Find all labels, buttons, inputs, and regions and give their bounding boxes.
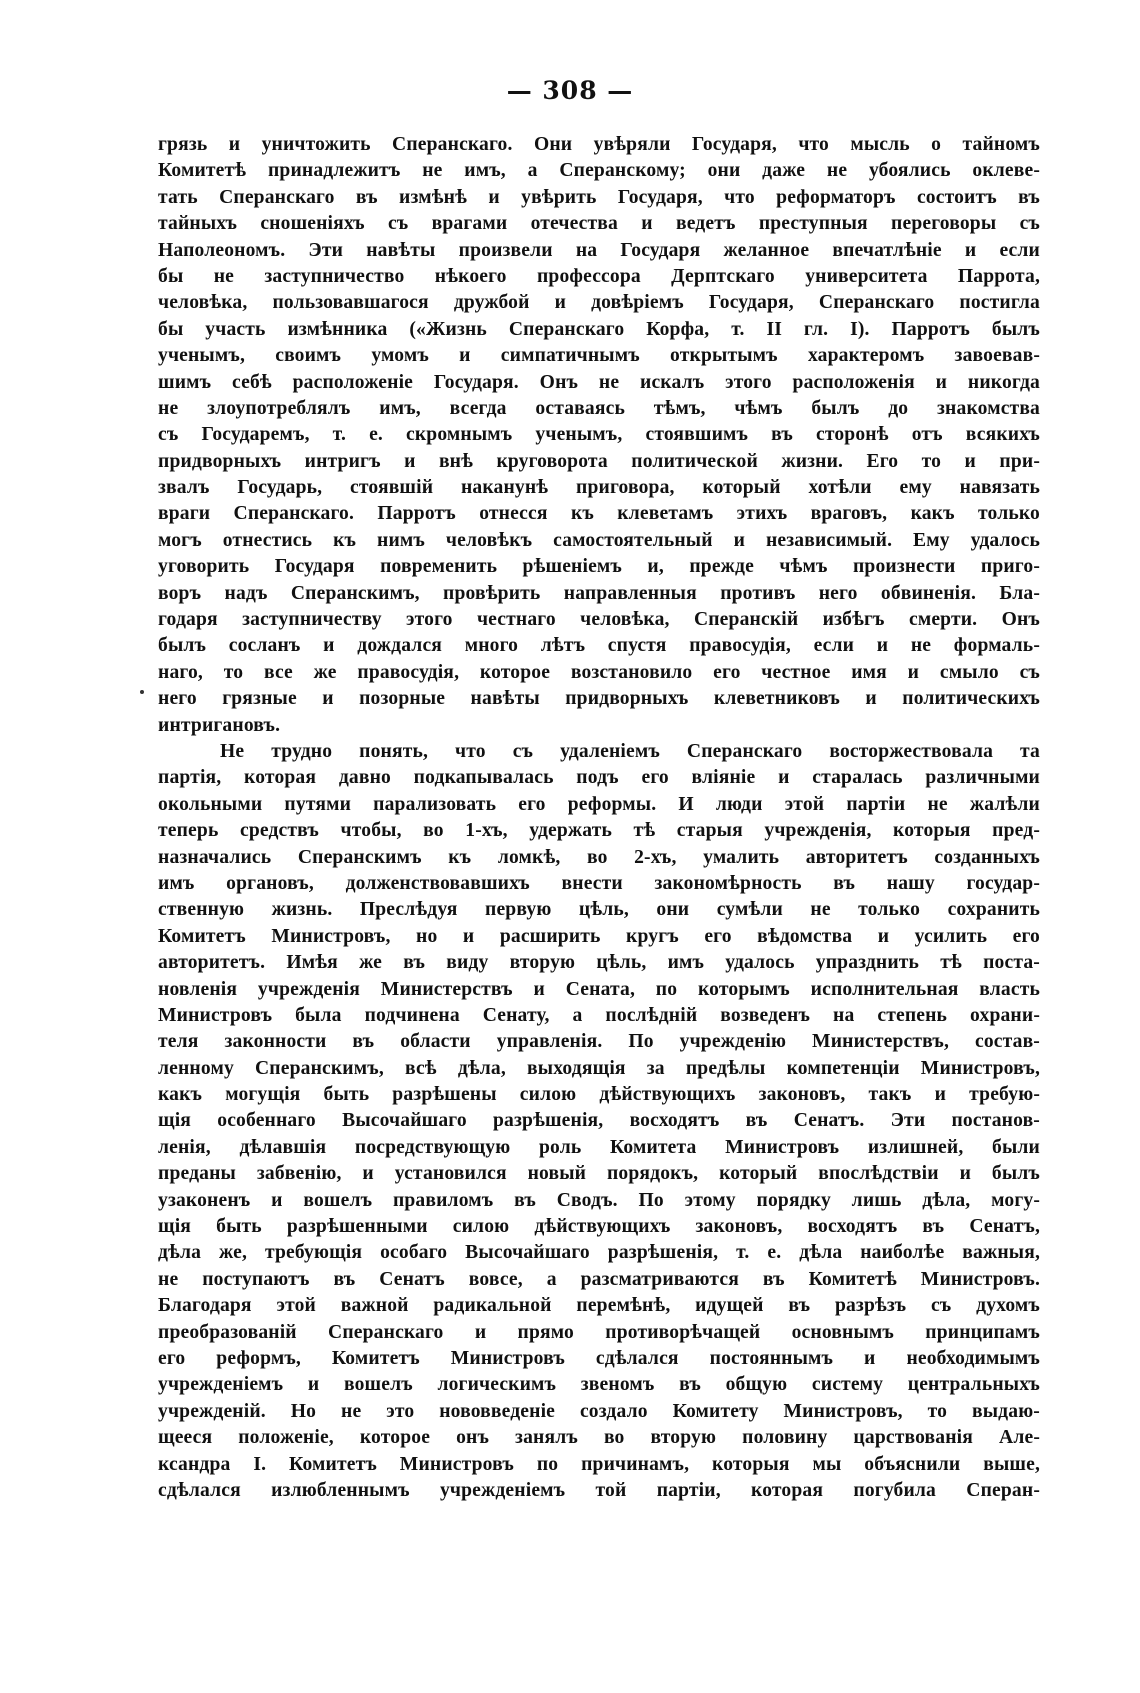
text-line: ученымъ, своимъ умомъ и симпатичнымъ открытымъ характеромъ завоевав- [158, 345, 1040, 367]
paragraph-2 [158, 739, 1040, 1504]
text-line: дѣла же, требующія особаго Высочайшаго разрѣшенія, т. е. дѣла наиболѣе важныя, [158, 1242, 1040, 1264]
text-line: учрежденіемъ и вошелъ логическимъ звеномъ въ общую систему центральныхъ [158, 1374, 1040, 1396]
text-line: сдѣлался излюбленнымъ учрежденіемъ той партіи, которая погубила Сперан- [158, 1479, 1040, 1501]
text-line: грязь и уничтожить Сперанскаго. Они увѣряли Государя, что мысль о тайномъ [158, 134, 1040, 155]
text-line: Комитетъ Министровъ, но и расширить кругъ его вѣдомства и усилить его [158, 925, 1040, 947]
text-line: щія особеннаго Высочайшаго разрѣшенія, восходятъ въ Сенатъ. Эти постанов- [158, 1110, 1040, 1132]
text-line: назначались Сперанскимъ къ ломкѣ, во 2-хъ, умалить авторитетъ созданныхъ [158, 846, 1040, 868]
text-line: уговорить Государя повременить рѣшеніемъ и, прежде чѣмъ произнести приго- [158, 556, 1040, 578]
text-line: какъ могущія быть разрѣшены силою дѣйствующихъ законовъ, такъ и требую- [158, 1084, 1040, 1106]
text-line: тать Сперанскаго въ измѣнѣ и увѣрить Государя, что реформаторъ состоитъ въ [158, 186, 1040, 208]
text-line: шимъ себѣ расположеніе Государя. Онъ не искалъ этого расположенія и никогда [158, 371, 1040, 393]
text-line: него грязные и позорные навѣты придворныхъ клеветниковъ и политическихъ [158, 688, 1040, 710]
text-line: имъ органовъ, долженствовавшихъ внести закономѣрность въ нашу государ- [158, 872, 1040, 894]
text-line: учрежденій. Но не это нововведеніе создало Комитету Министровъ, то выдаю- [158, 1400, 1040, 1422]
text-line: Не трудно понять, что съ удаленіемъ Сперанскаго восторжествовала та [220, 740, 1040, 762]
text-line: придворныхъ интригъ и внѣ круговорота политической жизни. Его то и при- [158, 450, 1040, 472]
text-line: партія, которая давно подкапывалась подъ его вліяніе и старалась различными [158, 767, 1040, 789]
text-line: интригановъ. [158, 714, 281, 736]
text-line: не поступаютъ въ Сенатъ вовсе, а разсматриваются въ Комитетѣ Министровъ. [158, 1268, 1040, 1290]
text-line: былъ сосланъ и дождался много лѣтъ спустя правосудія, если и не формаль- [158, 635, 1040, 657]
text-line: съ Государемъ, т. е. скромнымъ ученымъ, стоявшимъ въ сторонѣ отъ всякихъ [158, 424, 1040, 446]
text-line: человѣка, пользовавшагося дружбой и довѣріемъ Государя, Сперанскаго постигла [158, 292, 1040, 314]
text-line: щія быть разрѣшенными силою дѣйствующихъ законовъ, восходятъ въ Сенатъ, [158, 1216, 1040, 1238]
text-line: теля законности въ области управленія. По учрежденію Министерствъ, состав- [158, 1031, 1040, 1053]
text-line: Министровъ была подчинена Сенату, а послѣдній возведенъ на степень охрани- [158, 1004, 1040, 1026]
text-line: ксандра I. Комитетъ Министровъ по причинамъ, которыя мы объяснили выше, [158, 1453, 1040, 1475]
text-line: ленному Сперанскимъ, всѣ дѣла, выходящія за предѣлы компетенціи Министровъ, [158, 1057, 1040, 1079]
margin-speck [140, 690, 144, 694]
text-line: Комитетѣ принадлежитъ не имъ, а Сперанскому; они даже не убоялись оклеве- [158, 160, 1040, 182]
text-line: могъ отнестись къ нимъ человѣкъ самостоятельный и независимый. Ему удалось [158, 529, 1040, 551]
text-line: наго, то все же правосудія, которое возстановило его честное имя и смыло съ [158, 661, 1040, 683]
paragraph-1 [158, 132, 1040, 739]
text-line: узаконенъ и вошелъ правиломъ въ Сводъ. По этому порядку лишь дѣла, могу- [158, 1189, 1040, 1211]
text-line: окольными путями парализовать его реформы. И люди этой партіи не жалѣли [158, 793, 1040, 815]
text-line: не злоупотреблялъ имъ, всегда оставаясь тѣмъ, чѣмъ былъ до знакомства [158, 397, 1040, 419]
text-line: бы не заступничество нѣкоего профессора Дерптскаго университета Паррота, [158, 265, 1040, 287]
text-line: тайныхъ сношеніяхъ съ врагами отечества и ведетъ преступныя переговоры съ [158, 213, 1040, 235]
text-line: ленія, дѣлавшія посредствующую роль Комитета Министровъ излишней, были [158, 1136, 1040, 1158]
text-line: преобразованій Сперанскаго и прямо противорѣчащей основнымъ принципамъ [158, 1321, 1040, 1343]
text-line: щееся положеніе, которое онъ занялъ во вторую половину царствованія Але- [158, 1427, 1040, 1449]
text-line: теперь средствъ чтобы, во 1-хъ, удержать тѣ старыя учрежденія, которыя пред- [158, 820, 1040, 842]
text-line: враги Сперанскаго. Парротъ отнесся къ клеветамъ этихъ враговъ, какъ только [158, 503, 1040, 525]
text-line: бы участь измѣнника («Жизнь Сперанскаго Корфа, т. II гл. I). Парротъ былъ [158, 318, 1040, 340]
text-line: звалъ Государь, стоявшій наканунѣ приговора, который хотѣли ему навязать [158, 477, 1040, 499]
text-line: новленія учрежденія Министерствъ и Сената, по которымъ исполнительная власть [158, 978, 1040, 1000]
text-line: преданы забвенію, и установился новый порядокъ, который впослѣдствіи и былъ [158, 1163, 1040, 1185]
body-text [158, 132, 1040, 1504]
text-line: Наполеономъ. Эти навѣты произвели на Государя желанное впечатлѣніе и если [158, 239, 1040, 261]
page-number: — 308 — [506, 76, 634, 105]
text-line: воръ надъ Сперанскимъ, провѣрить направленныя противъ него обвиненія. Бла- [158, 582, 1040, 604]
text-line: ственную жизнь. Преслѣдуя первую цѣль, они сумѣли не только сохранить [158, 899, 1040, 921]
text-line: его реформъ, Комитетъ Министровъ сдѣлался постояннымъ и необходимымъ [158, 1347, 1040, 1369]
text-line: годаря заступничеству этого честнаго человѣка, Сперанскій избѣгъ смерти. Онъ [158, 609, 1040, 631]
text-line: Благодаря этой важной радикальной перемѣнѣ, идущей въ разрѣзъ съ духомъ [158, 1295, 1040, 1317]
text-line: авторитетъ. Имѣя же въ виду вторую цѣль, имъ удалось упразднить тѣ поста- [158, 952, 1040, 974]
